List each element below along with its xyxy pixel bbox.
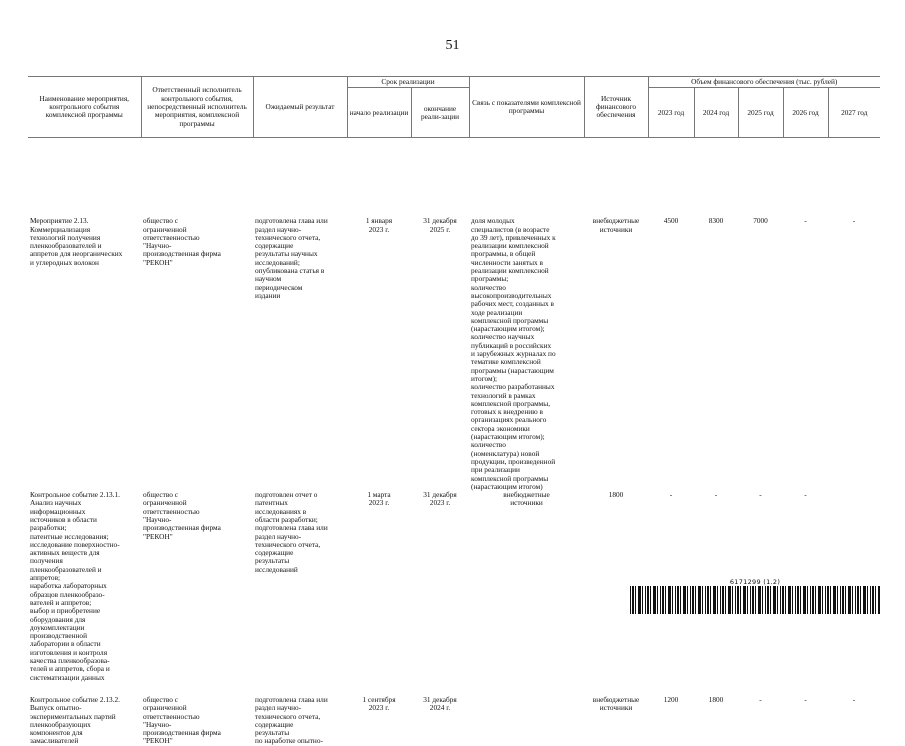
responsible-executor-line: ответственностью [143, 232, 200, 242]
barcode-number: 6171299 (1.2) [729, 578, 781, 586]
table-row [28, 696, 880, 746]
funding-value: - [804, 216, 807, 226]
event-name-line: Контрольное событие 2.13.2. [30, 694, 120, 704]
funding-source-line: внебюджетные [592, 216, 640, 226]
program-indicators-link-line: (нарастающим итогом) [471, 481, 543, 491]
funding-value: - [804, 694, 807, 704]
funding-source [584, 217, 648, 479]
event-name-line: образцов пленкообразо- [30, 589, 105, 599]
expected-result-line: технического отчета, [255, 539, 321, 549]
event-name [28, 491, 141, 682]
program-indicators-link-line: комплексной программы [471, 315, 549, 325]
funding-value: - [759, 490, 762, 500]
period-start [347, 491, 411, 682]
period-start-line: 1 сентября [362, 694, 396, 704]
funding-source [469, 491, 584, 682]
period-start-line: 2023 г. [368, 703, 390, 713]
funding-value: - [804, 490, 807, 500]
program-indicators-link-line: готовых к внедрению в [471, 407, 543, 417]
expected-result-line: патентных [255, 498, 288, 508]
expected-result-line: результаты [255, 728, 290, 738]
header-responsible: Ответственный исполнитель контрольного события, непосредственный исполнитель мероприятия, комплексной программы [141, 77, 253, 138]
responsible-executor-line: "РЕКОН" [143, 257, 173, 267]
program-indicators-link-line: реализации комплексной [471, 241, 549, 251]
event-name-line: наработка лабораторных [30, 581, 107, 591]
period-end [411, 217, 469, 479]
event-name-line: аппретов; [30, 573, 61, 583]
event-name-line: Выпуск опытно- [30, 703, 82, 713]
event-name-line: телей и аппретов, сбора и [30, 664, 110, 674]
funding-value: 1200 [663, 694, 679, 704]
program-indicators-link-line: (нарастающим итогом); [471, 324, 545, 334]
event-name-line: замасливателей [30, 736, 79, 746]
period-end-line: 2023 г. [429, 498, 451, 508]
period-start-line: 2023 г. [368, 498, 390, 508]
program-indicators-link-line: комплексной программы [471, 473, 549, 483]
event-name-line: пленкообразующих [30, 719, 91, 729]
funding-source-line: источники [599, 703, 633, 713]
expected-result-line: подготовлена глава или [255, 523, 328, 533]
expected-result-line: технического отчета, [255, 232, 321, 242]
responsible-executor [141, 696, 253, 746]
event-name-line: активных веществ для [30, 548, 100, 558]
funding-source-line: внебюджетные [503, 490, 550, 500]
header-link: Связь с показателями комплексной программы [469, 77, 584, 138]
expected-result-line: подготовлен отчет о [255, 490, 318, 500]
funding-value: - [852, 694, 856, 704]
page-number: 51 [445, 38, 460, 53]
expected-result-line: области разработки; [255, 514, 318, 524]
program-table [28, 76, 880, 746]
event-name-line: и углеродных волокон [30, 257, 99, 267]
expected-result-line: результаты [255, 556, 290, 566]
event-name-line: исследование поверхностно- [30, 539, 120, 549]
event-name-line: производственной [30, 631, 87, 641]
funding-value: - [759, 694, 762, 704]
program-indicators-link-line: ходе реализации [471, 307, 523, 317]
event-name-line: Контрольное событие 2.13.1. [30, 490, 120, 500]
event-name-line: выбор и приобретение [30, 606, 101, 616]
program-indicators-link-line: тематике комплексной [471, 357, 541, 367]
expected-result [253, 491, 347, 682]
program-indicators-link-line: количество [471, 440, 506, 450]
event-name-line: изготовления и контроля [30, 647, 108, 657]
period-start-line: 2023 г. [368, 224, 390, 234]
program-indicators-link-line: программы (нарастающим [471, 365, 554, 375]
period-end-line: 2025 г. [429, 224, 451, 234]
barcode-block [630, 578, 880, 614]
program-indicators-link-line: (номенклатура) новой [471, 448, 540, 458]
expected-result-line: содержащие [255, 719, 294, 729]
header-year: 2027 год [828, 88, 880, 138]
program-indicators-link-line: до 39 лет), привлеченных к [471, 232, 556, 242]
event-name-line: Коммерциализация [30, 224, 91, 234]
program-indicators-link-line: при реализации [471, 465, 520, 475]
event-name-line: информационных [30, 506, 86, 516]
program-indicators-link-line: рабочих мест, созданных в [471, 299, 554, 309]
header-name: Наименование мероприятия, контрольного события комплексной программы [28, 77, 141, 138]
responsible-executor-line: производственная фирма [143, 728, 221, 738]
event-name-line: систематизации данных [30, 672, 105, 682]
period-start-line: 1 марта [367, 490, 391, 500]
funding-value: 4500 [663, 216, 679, 226]
program-indicators-link-line: программы; [471, 274, 509, 284]
responsible-executor-line: ответственностью [143, 506, 200, 516]
responsible-executor-line: ограниченной [143, 703, 187, 713]
event-name [28, 217, 141, 479]
event-name-line: технологий получения [30, 232, 101, 242]
program-indicators-link-line: и зарубежных журналах по [471, 349, 556, 359]
funding-value: 1800 [708, 694, 724, 704]
program-indicators-link-line: публикаций в российских [471, 340, 552, 350]
expected-result-line: раздел научно- [255, 224, 302, 234]
program-indicators-link-line: доля молодых [471, 216, 515, 226]
funding-source-line: внебюджетные [592, 694, 640, 704]
header-period-start: начало реализации [347, 88, 411, 138]
program-indicators-link-line: (нарастающим итогом); [471, 432, 545, 442]
responsible-executor [141, 491, 253, 682]
funding-value: - [714, 490, 718, 500]
event-name-line: разработки; [30, 523, 67, 533]
responsible-executor-line: ограниченной [143, 224, 187, 234]
expected-result-line: результаты научных [255, 249, 318, 259]
event-name-line: экспериментальных партий [30, 711, 116, 721]
header-year: 2026 год [783, 88, 828, 138]
period-end-line: 31 декабря [423, 216, 457, 226]
program-indicators-link-line: количество разработанных [471, 382, 555, 392]
event-name-line: лаборатории в области [30, 639, 101, 649]
funding-value: 7000 [753, 216, 768, 226]
program-indicators-link-line: высокопроизводительных [471, 290, 552, 300]
expected-result-line: исследований [255, 564, 298, 574]
program-indicators-link-line: численности занятых в [471, 257, 543, 267]
responsible-executor-line: "РЕКОН" [143, 736, 173, 746]
header-year: 2023 год [648, 88, 694, 138]
header-period-end: окончание реали-зации [411, 88, 469, 138]
program-indicators-link-line: организациях реального [471, 415, 547, 425]
period-end [411, 696, 469, 746]
responsible-executor-line: "Научно- [143, 241, 172, 251]
event-name-line: получения [30, 556, 63, 566]
program-indicators-link-line: количество [471, 282, 506, 292]
event-name-line: пленкообразователей и [30, 241, 102, 251]
expected-result-line: технического отчета, [255, 711, 321, 721]
expected-result-line: исследованиях в [255, 506, 307, 516]
event-name [28, 696, 141, 746]
expected-result-line: издании [255, 290, 281, 300]
funding-value: - [669, 490, 673, 500]
event-name-line: патентные исследования; [30, 531, 109, 541]
expected-result-line: научном [255, 274, 282, 284]
program-indicators-link-line: комплексной программы, [471, 398, 551, 408]
period-start-line: 1 января [365, 216, 393, 226]
responsible-executor-line: общество с [143, 216, 178, 226]
period-end-line: 2024 г. [429, 703, 451, 713]
expected-result [253, 696, 347, 746]
funding-source-line: источники [599, 224, 633, 234]
event-name-line: доукомплектации [30, 622, 85, 632]
period-start [347, 696, 411, 746]
header-period: Срок реализации [347, 77, 469, 88]
event-name-line: оборудования для [30, 614, 86, 624]
program-indicators-link-line: итогом); [471, 373, 498, 383]
expected-result [253, 217, 347, 479]
event-name-line: источников в области [30, 514, 97, 524]
responsible-executor-line: ограниченной [143, 498, 187, 508]
event-name-line: вателей и аппретов; [30, 597, 92, 607]
period-end-line: 31 декабря [423, 694, 457, 704]
event-name-line: качества пленкообразова- [30, 656, 110, 666]
responsible-executor [141, 217, 253, 479]
expected-result-line: исследований; [255, 257, 300, 267]
table-row [28, 217, 880, 479]
barcode-image [630, 586, 880, 614]
program-indicators-link-line: технологий в рамках [471, 390, 536, 400]
expected-result-line: раздел научно- [255, 531, 302, 541]
responsible-executor-line: общество с [143, 694, 178, 704]
program-indicators-link-line: продукции, произведенной [471, 456, 556, 466]
responsible-executor-line: ответственностью [143, 711, 200, 721]
expected-result-line: подготовлена глава или [255, 216, 328, 226]
responsible-executor-line: производственная фирма [143, 249, 221, 259]
responsible-executor-line: производственная фирма [143, 523, 221, 533]
program-indicators-link [469, 696, 584, 746]
responsible-executor-line: общество с [143, 490, 178, 500]
header-row-1 [28, 77, 880, 88]
period-start [347, 217, 411, 479]
event-name-line: компонентов для [30, 728, 83, 738]
expected-result-line: опубликована статья в [255, 266, 325, 276]
funding-value: - [852, 216, 856, 226]
program-indicators-link-line: программы, в общей [471, 249, 536, 259]
expected-result-line: содержащие [255, 241, 294, 251]
event-name-line: пленкообразователей и [30, 564, 102, 574]
event-name-line: аппретов для неорганических [30, 249, 123, 259]
program-indicators-link-line: реализации комплексной [471, 266, 549, 276]
expected-result-line: раздел научно- [255, 703, 302, 713]
funding-source-line: источники [510, 498, 543, 508]
funding-source [584, 696, 648, 746]
header-year: 2024 год [694, 88, 738, 138]
expected-result-line: подготовлена глава или [255, 694, 328, 704]
header-funding: Объем финансового обеспечения (тыс. рублей) [648, 77, 880, 88]
responsible-executor-line: "Научно- [143, 514, 172, 524]
responsible-executor-line: "РЕКОН" [143, 531, 173, 541]
header-year: 2025 год [738, 88, 783, 138]
event-name-line: Анализ научных [30, 498, 82, 508]
expected-result-line: по наработке опытно- [255, 736, 323, 746]
program-indicators-link [469, 217, 584, 491]
period-end-line: 31 декабря [423, 490, 457, 500]
program-indicators-link-line: количество научных [471, 332, 535, 342]
expected-result-line: периодическом [255, 282, 303, 292]
funding-value: 8300 [708, 216, 724, 226]
expected-result-line: содержащие [255, 548, 294, 558]
header-source: Источник финансового обеспечения [584, 77, 648, 138]
event-name-line: Мероприятие 2.13. [30, 216, 89, 226]
program-indicators-link-line: специалистов (в возрасте [471, 224, 550, 234]
period-end [411, 491, 469, 682]
responsible-executor-line: "Научно- [143, 719, 172, 729]
header-expected-result: Ожидаемый результат [253, 77, 347, 138]
funding-value: 1800 [608, 490, 624, 500]
program-indicators-link-line: сектора экономики [471, 423, 530, 433]
